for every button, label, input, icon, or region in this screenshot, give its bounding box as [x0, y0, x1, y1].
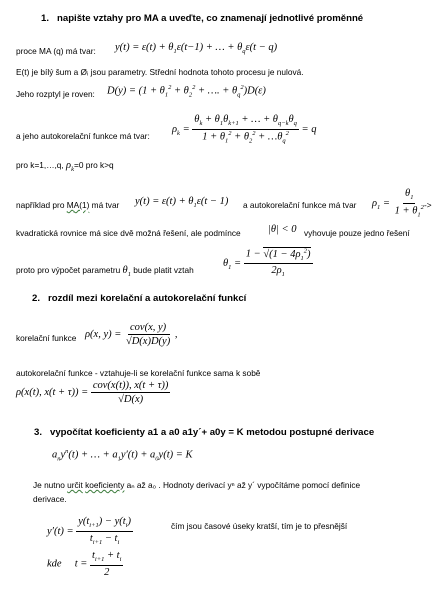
precision-text: čím jsou časové úseky kratší, tím je to přesnější: [171, 521, 348, 531]
derivative-method-equation: $a_ny^n(t)$ + … + $a_1y'(t) + a_0y(t) = K$: [52, 448, 193, 463]
quadratic-text: kvadratická rovnice má sice dvě možná řešení, ale podmínce: [16, 228, 241, 238]
arrow-text: ->: [424, 200, 432, 210]
derivation-text: derivace.: [33, 494, 67, 504]
parameter-text: proto pro výpočet parametru $\theta_1$ bude platit vztah: [16, 265, 194, 279]
midpoint-equation: kde t = $\frac{t_{i+1} + t_i}{2}$: [47, 550, 122, 578]
ma1-text: například pro MA(1) má tvar: [16, 200, 120, 210]
correlation-equation: ρ(x, y) = $\frac{\text{cov(x, y)}}{√D(x)D(y)}$ ,: [85, 322, 178, 348]
section2-heading: 2. rozdíl mezi korelační a autokorelační funkcí: [32, 293, 247, 304]
autocorrelation-text: autokorelační funkce - vztahuje-li se korelační funkce sama k sobě: [16, 368, 261, 378]
section1-heading: 1. napište vztahy pro MA a uveďte, co znamenají jednotlivé proměnné: [41, 13, 364, 24]
variance-equation: $D(y) = (1 + \theta_1^2 + \theta_2^2$ + …. + $\theta_q^2)D(\varepsilon)$: [107, 84, 266, 99]
section3-heading: 3. vypočítat koeficienty a1 a a0 a1y´+ a0y = K metodou postupné derivace: [34, 427, 375, 438]
acf-label: a jeho autokorelační funkce má tvar:: [16, 131, 150, 141]
condition-equation: |θ| < 0: [268, 224, 297, 235]
white-noise-text: E(t) je bílý šum a Øᵢ jsou parametry. Střední hodnota tohoto procesu je nulová.: [16, 67, 304, 77]
one-solution-text: vyhovuje pouze jedno řešení: [304, 228, 410, 238]
coefficients-text: Je nutno určit koeficienty aₙ až a₀ . Hodnoty derivací yⁿ až y´ vypočítáme pomocí definice: [33, 480, 361, 490]
autocorrelation-equation: ρ(x(t), x(t + τ)) = $\frac{\text{cov(x(t)), x(t + τ))}}{√D(x)}$: [16, 380, 169, 406]
ma-form-label: proce MA (q) má tvar:: [16, 46, 96, 56]
correlation-label: korelační funkce: [16, 333, 77, 343]
ma-equation: $y(t) = \varepsilon(t) + \theta_1\varepsilon(t-1)$ + … + $\theta_q\varepsilon(t - q)$: [115, 42, 278, 56]
variance-label: Jeho rozptyl je roven:: [16, 89, 95, 99]
acf-equation: $\rho_k$ = $\frac{\theta_k + \theta_1\theta_{k+1} + \dots + \theta_{q-k}\theta_q}{1 + \theta_1^2 + \theta_2^2 + \dots\theta_q^2}$ = q: [172, 114, 317, 145]
ma1-acf-label: a autokorelační funkce má tvar: [243, 200, 357, 210]
acf-range-text: pro k=1,…,q, $\rho_k=0$ pro k>q: [16, 160, 114, 174]
ma1-acf-equation: $\rho_1$ = $\frac{\theta_1}{1 + \theta_1^2}$: [372, 188, 424, 219]
derivative-equation: y′(t) = $\frac{y(t_{i+1}) - y(t_i)}{t_{i+1} - t_i}$: [47, 516, 131, 546]
ma1-equation: $y(t) = \varepsilon(t) + \theta_1\varepsilon(t - 1)$: [135, 196, 229, 210]
parameter-equation: $\theta_1$ = $\frac{1 - √(1 - 4\rho_1^2)}{2\rho_1}$: [223, 247, 311, 279]
